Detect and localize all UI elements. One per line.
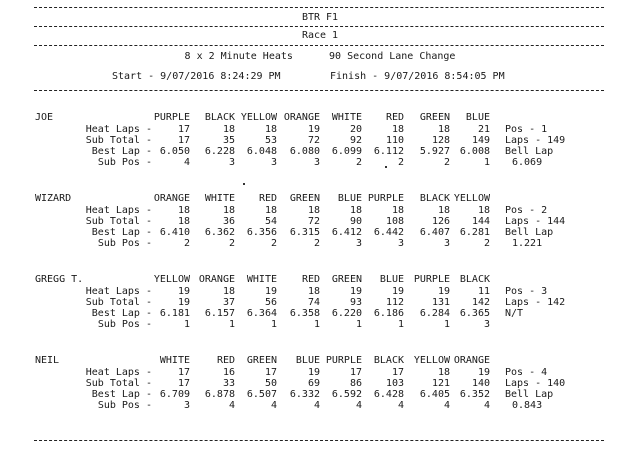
result-cell: 1	[397, 319, 404, 330]
result-cell: 18	[391, 205, 404, 216]
result-cell: 3	[183, 400, 190, 411]
result-cell: 17	[264, 367, 277, 378]
laps: Laps - 149	[505, 135, 566, 146]
lane-header: PURPLE	[367, 193, 404, 204]
result-cell: 6.356	[246, 227, 277, 238]
lane-header: YELLOW	[453, 193, 490, 204]
divider	[34, 7, 604, 8]
lane-header: WHITE	[331, 112, 362, 123]
result-cell: 6.112	[373, 146, 404, 157]
racer-block	[0, 355, 640, 423]
result-cell: 6.315	[289, 227, 320, 238]
result-cell: 4	[313, 400, 320, 411]
racer-name: JOE	[35, 112, 54, 123]
divider	[34, 26, 604, 27]
result-cell: 18	[437, 367, 450, 378]
lane-header: RED	[216, 355, 235, 366]
result-cell: 18	[391, 124, 404, 135]
result-cell: 108	[385, 216, 404, 227]
result-cell: 18	[222, 286, 235, 297]
result-cell: 17	[391, 367, 404, 378]
result-cell: 112	[385, 297, 404, 308]
bell-value: 6.069	[512, 157, 543, 168]
result-cell: 36	[222, 216, 235, 227]
row-label: Best Lap -	[91, 389, 152, 400]
result-cell: 18	[307, 205, 320, 216]
result-cell: 18	[437, 205, 450, 216]
result-cell: 72	[307, 135, 320, 146]
result-cell: 18	[477, 205, 490, 216]
result-cell: 72	[307, 216, 320, 227]
racer-block	[0, 274, 640, 342]
lane-header: ORANGE	[153, 193, 190, 204]
racer-block	[0, 112, 640, 180]
result-cell: 6.428	[373, 389, 404, 400]
lane-header: BLUE	[465, 112, 490, 123]
pos: Pos - 3	[505, 286, 548, 297]
result-cell: 131	[431, 297, 450, 308]
bell-label: Bell Lap	[505, 389, 554, 400]
result-cell: 4	[483, 400, 490, 411]
row-label: Sub Pos -	[97, 400, 152, 411]
result-cell: 6.284	[419, 308, 450, 319]
finish-time: Finish - 9/07/2016 8:54:05 PM	[330, 71, 505, 82]
result-cell: 90	[349, 216, 362, 227]
result-cell: 6.080	[289, 146, 320, 157]
result-cell: 35	[222, 135, 235, 146]
result-cell: 2	[313, 238, 320, 249]
result-cell: 56	[264, 297, 277, 308]
pos: Pos - 4	[505, 367, 548, 378]
result-cell: 19	[477, 367, 490, 378]
result-cell: 1	[270, 319, 277, 330]
row-label: Sub Pos -	[97, 238, 152, 249]
row-label: Best Lap -	[91, 146, 152, 157]
racer-block	[0, 193, 640, 261]
result-cell: 6.048	[246, 146, 277, 157]
result-cell: 6.181	[159, 308, 190, 319]
result-cell: 6.507	[246, 389, 277, 400]
lane-header: BLUE	[295, 355, 320, 366]
result-cell: 126	[431, 216, 450, 227]
scan-speck	[385, 166, 387, 168]
result-cell: 103	[385, 378, 404, 389]
result-cell: 1	[355, 319, 362, 330]
result-cell: 4	[443, 400, 450, 411]
result-cell: 3	[313, 157, 320, 168]
result-cell: 18	[264, 205, 277, 216]
lane-header: PURPLE	[413, 274, 450, 285]
lane-header: BLACK	[204, 112, 235, 123]
result-cell: 86	[349, 378, 362, 389]
result-cell: 2	[443, 157, 450, 168]
lane-header: RED	[258, 193, 277, 204]
pos: Pos - 2	[505, 205, 548, 216]
result-cell: 6.358	[289, 308, 320, 319]
racer-name: WIZARD	[35, 193, 72, 204]
lane-header: GREEN	[419, 112, 450, 123]
result-cell: 2	[183, 238, 190, 249]
result-cell: 2	[397, 157, 404, 168]
result-cell: 6.186	[373, 308, 404, 319]
result-cell: 19	[437, 286, 450, 297]
result-cell: 6.008	[459, 146, 490, 157]
pos: Pos - 1	[505, 124, 548, 135]
bell-value: 0.843	[512, 400, 543, 411]
row-label: Sub Pos -	[97, 157, 152, 168]
lane-header: GREEN	[289, 193, 320, 204]
lane-header: YELLOW	[240, 112, 277, 123]
lane-header: PURPLE	[325, 355, 362, 366]
lane-header: BLACK	[459, 274, 490, 285]
result-cell: 2	[355, 157, 362, 168]
lane-header: ORANGE	[198, 274, 235, 285]
row-label: Sub Pos -	[97, 319, 152, 330]
race-title: Race 1	[301, 30, 339, 41]
result-cell: 3	[228, 157, 235, 168]
result-cell: 37	[222, 297, 235, 308]
row-label: Best Lap -	[91, 227, 152, 238]
result-cell: 6.157	[204, 308, 235, 319]
start-time: Start - 9/07/2016 8:24:29 PM	[112, 71, 281, 82]
lane-header: GREEN	[331, 274, 362, 285]
result-cell: 18	[307, 286, 320, 297]
result-cell: 18	[222, 124, 235, 135]
bell-value: 1.221	[512, 238, 543, 249]
result-cell: 6.410	[159, 227, 190, 238]
result-cell: 1	[183, 319, 190, 330]
result-cell: 16	[222, 367, 235, 378]
lane-header: ORANGE	[283, 112, 320, 123]
lane-header: BLUE	[337, 193, 362, 204]
result-cell: 6.442	[373, 227, 404, 238]
divider	[34, 440, 604, 441]
lane-header: YELLOW	[153, 274, 190, 285]
row-label: Heat Laps -	[85, 205, 152, 216]
result-cell: 21	[477, 124, 490, 135]
result-cell: 2	[228, 238, 235, 249]
result-cell: 19	[177, 297, 190, 308]
result-cell: 53	[264, 135, 277, 146]
result-cell: 6.228	[204, 146, 235, 157]
result-cell: 4	[355, 400, 362, 411]
result-cell: 144	[471, 216, 490, 227]
result-cell: 19	[307, 367, 320, 378]
result-cell: 50	[264, 378, 277, 389]
result-cell: 17	[177, 135, 190, 146]
result-cell: 6.405	[419, 389, 450, 400]
divider	[34, 45, 604, 46]
bell-label: Bell Lap	[505, 227, 554, 238]
result-cell: 128	[431, 135, 450, 146]
row-label: Heat Laps -	[85, 367, 152, 378]
lane-header: WHITE	[246, 274, 277, 285]
result-cell: 149	[471, 135, 490, 146]
racer-name: GREGG T.	[35, 274, 84, 285]
result-cell: 93	[349, 297, 362, 308]
laps: Laps - 140	[505, 378, 566, 389]
result-cell: 121	[431, 378, 450, 389]
result-cell: 19	[349, 286, 362, 297]
result-cell: 18	[177, 205, 190, 216]
result-cell: 1	[313, 319, 320, 330]
result-cell: 18	[437, 124, 450, 135]
bell-label: Bell Lap	[505, 146, 554, 157]
result-cell: 6.364	[246, 308, 277, 319]
result-cell: 4	[228, 400, 235, 411]
lane-header: BLACK	[419, 193, 450, 204]
result-cell: 1	[443, 319, 450, 330]
lane-header: YELLOW	[413, 355, 450, 366]
result-cell: 140	[471, 378, 490, 389]
row-label: Heat Laps -	[85, 286, 152, 297]
result-cell: 6.365	[459, 308, 490, 319]
lane-header: WHITE	[159, 355, 190, 366]
row-label: Sub Total -	[85, 216, 152, 227]
bell-label: N/T	[505, 308, 524, 319]
lane-header: BLACK	[373, 355, 404, 366]
result-cell: 6.362	[204, 227, 235, 238]
result-cell: 18	[349, 205, 362, 216]
result-cell: 17	[177, 124, 190, 135]
result-cell: 1	[483, 157, 490, 168]
result-cell: 19	[307, 124, 320, 135]
result-cell: 6.412	[331, 227, 362, 238]
result-cell: 33	[222, 378, 235, 389]
result-cell: 18	[222, 205, 235, 216]
result-cell: 6.099	[331, 146, 362, 157]
lane-header: WHITE	[204, 193, 235, 204]
result-cell: 18	[177, 216, 190, 227]
result-cell: 20	[349, 124, 362, 135]
result-cell: 4	[183, 157, 190, 168]
result-cell: 6.352	[459, 389, 490, 400]
result-cell: 1	[228, 319, 235, 330]
row-label: Best Lap -	[91, 308, 152, 319]
result-cell: 3	[397, 238, 404, 249]
result-cell: 11	[477, 286, 490, 297]
scan-speck	[243, 183, 245, 185]
row-label: Heat Laps -	[85, 124, 152, 135]
result-cell: 18	[264, 124, 277, 135]
lane-header: GREEN	[246, 355, 277, 366]
lane-header: RED	[385, 112, 404, 123]
result-cell: 6.878	[204, 389, 235, 400]
lane-header: ORANGE	[453, 355, 490, 366]
result-cell: 17	[349, 367, 362, 378]
result-cell: 19	[177, 286, 190, 297]
result-cell: 74	[307, 297, 320, 308]
result-cell: 19	[391, 286, 404, 297]
lane-header: PURPLE	[153, 112, 190, 123]
result-cell: 6.709	[159, 389, 190, 400]
result-cell: 2	[270, 238, 277, 249]
result-cell: 6.050	[159, 146, 190, 157]
event-title: BTR F1	[301, 12, 339, 23]
row-label: Sub Total -	[85, 297, 152, 308]
result-cell: 69	[307, 378, 320, 389]
result-cell: 6.332	[289, 389, 320, 400]
result-cell: 3	[270, 157, 277, 168]
result-cell: 3	[483, 319, 490, 330]
result-cell: 3	[355, 238, 362, 249]
result-cell: 54	[264, 216, 277, 227]
divider	[34, 90, 604, 91]
result-cell: 4	[397, 400, 404, 411]
result-cell: 6.592	[331, 389, 362, 400]
result-cell: 6.220	[331, 308, 362, 319]
result-cell: 17	[177, 367, 190, 378]
result-cell: 2	[483, 238, 490, 249]
laps: Laps - 142	[505, 297, 566, 308]
result-cell: 6.407	[419, 227, 450, 238]
lane-header: BLUE	[379, 274, 404, 285]
result-cell: 5.927	[419, 146, 450, 157]
race-format: 8 x 2 Minute Heats 90 Second Lane Change	[184, 51, 456, 62]
result-cell: 6.281	[459, 227, 490, 238]
row-label: Sub Total -	[85, 135, 152, 146]
result-cell: 19	[264, 286, 277, 297]
result-cell: 142	[471, 297, 490, 308]
result-cell: 4	[270, 400, 277, 411]
result-cell: 17	[177, 378, 190, 389]
result-cell: 3	[443, 238, 450, 249]
result-cell: 92	[349, 135, 362, 146]
row-label: Sub Total -	[85, 378, 152, 389]
racer-name: NEIL	[35, 355, 60, 366]
laps: Laps - 144	[505, 216, 566, 227]
lane-header: RED	[301, 274, 320, 285]
result-cell: 110	[385, 135, 404, 146]
